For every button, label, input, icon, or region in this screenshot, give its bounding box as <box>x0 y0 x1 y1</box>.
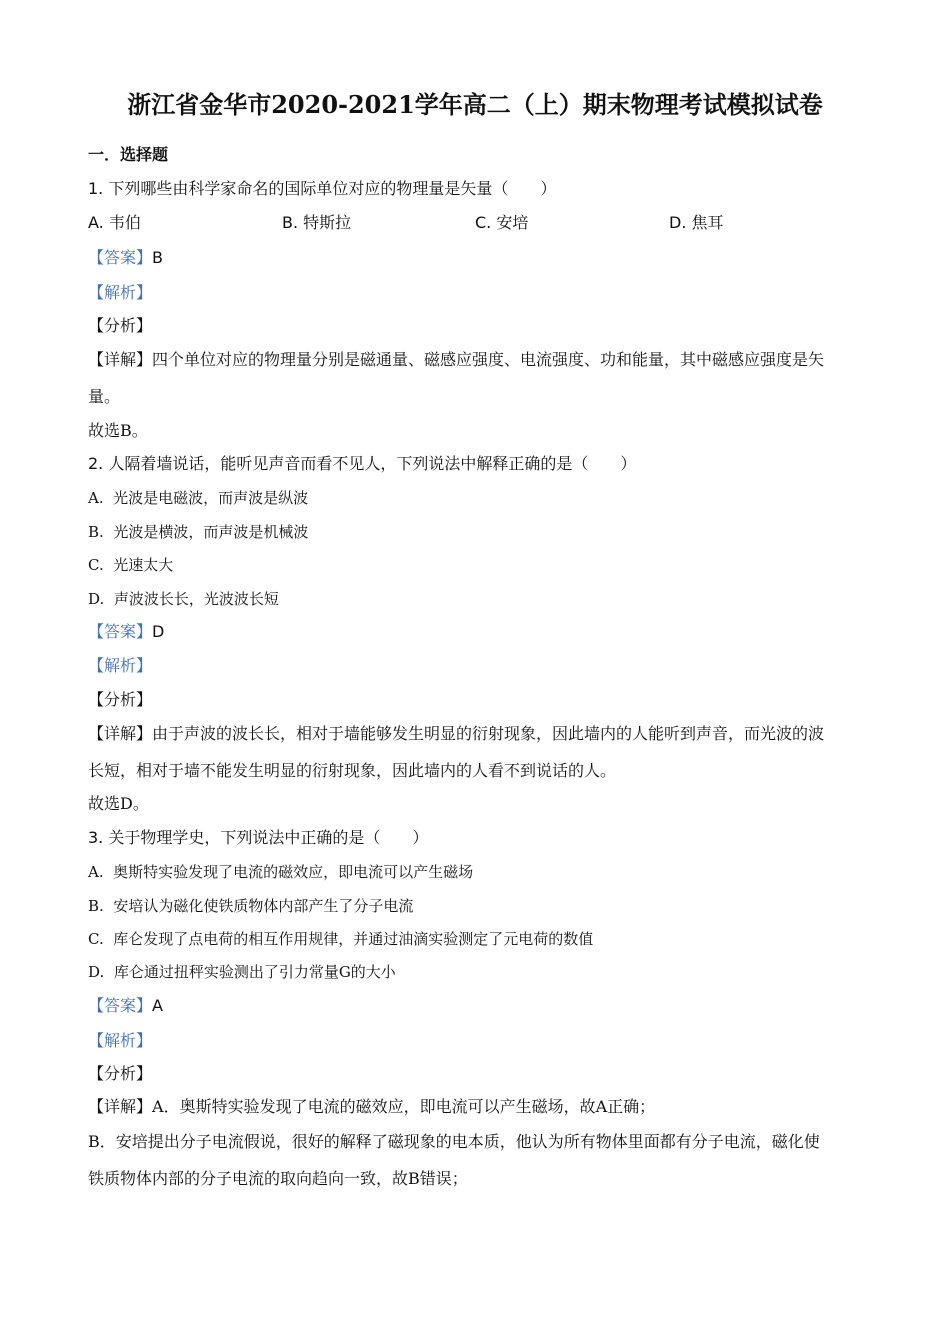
question-3-text: 关于物理学史，下列说法中正确的是（ ） <box>108 828 429 847</box>
q2-fenxi-label: 【分析】 <box>88 690 153 709</box>
q2-answer-value: D <box>152 622 165 641</box>
q1-analysis-label: 【解析】 <box>88 283 153 302</box>
q2-option-b: B. 光波是横波，而声波是机械波 <box>88 523 309 541</box>
q3-analysis-label: 【解析】 <box>88 1031 153 1050</box>
q3-answer <box>88 995 163 1017</box>
q1-option-c: C. 安培 <box>475 213 529 232</box>
q2-option-a: A. 光波是电磁波，而声波是纵波 <box>88 489 309 507</box>
q1-fenxi-label: 【分析】 <box>88 316 153 335</box>
section-heading: 一．选择题 <box>88 145 169 164</box>
question-1-options <box>88 212 888 234</box>
q2-detail-line2: 长短，相对于墙不能发生明显的衍射现象，因此墙内的人看不到说话的人。 <box>88 761 617 780</box>
q3-detail-line1: A．奥斯特实验发现了电流的磁效应，即电流可以产生磁场，故A正确； <box>152 1097 656 1116</box>
q3-answer-value: A <box>152 996 163 1015</box>
q1-option-d: D. 焦耳 <box>669 213 724 232</box>
q1-conclusion: 故选B。 <box>88 421 148 440</box>
q3-answer-label: 【答案】 <box>88 996 153 1015</box>
question-2-text: 人隔着墙说话，能听见声音而看不见人，下列说法中解释正确的是（ ） <box>108 454 637 473</box>
q1-option-a: A. 韦伯 <box>88 213 141 232</box>
q1-detail-label: 【详解】 <box>88 350 153 369</box>
q3-option-c: C. 库仑发现了点电荷的相互作用规律，并通过油滴实验测定了元电荷的数值 <box>88 930 594 948</box>
q2-analysis-label: 【解析】 <box>88 656 153 675</box>
q3-option-b: B. 安培认为磁化使铁质物体内部产生了分子电流 <box>88 897 414 915</box>
question-1-number: 1. <box>88 179 104 198</box>
q2-conclusion: 故选D。 <box>88 794 149 813</box>
question-3-number: 3. <box>88 828 104 847</box>
question-3-stem <box>88 827 428 849</box>
q1-detail-line2: 量。 <box>88 387 121 406</box>
q3-detail <box>88 1096 655 1118</box>
q1-answer-value: B <box>152 248 163 267</box>
question-1-text: 下列哪些由科学家命名的国际单位对应的物理量是矢量（ ） <box>108 179 557 198</box>
q1-answer-label: 【答案】 <box>88 248 153 267</box>
q3-option-d: D. 库仑通过扭秤实验测出了引力常量G的大小 <box>88 963 396 981</box>
q1-detail <box>88 349 824 371</box>
q2-option-d: D. 声波波长长，光波波长短 <box>88 590 279 608</box>
q3-detail-line2: B．安培提出分子电流假说，很好的解释了磁现象的电本质，他认为所有物体里面都有分子电流，磁化使 <box>88 1132 820 1151</box>
q2-detail-line1: 由于声波的波长长，相对于墙能够发生明显的衍射现象，因此墙内的人能听到声音，而光波的波 <box>152 724 825 743</box>
q1-detail-line1: 四个单位对应的物理量分别是磁通量、磁感应强度、电流强度、功和能量，其中磁感应强度是矢 <box>152 350 825 369</box>
q3-option-a: A. 奥斯特实验发现了电流的磁效应，即电流可以产生磁场 <box>88 863 474 881</box>
q3-fenxi-label: 【分析】 <box>88 1064 153 1083</box>
q3-detail-label: 【详解】 <box>88 1097 153 1116</box>
q2-detail <box>88 723 824 745</box>
q2-answer <box>88 621 164 643</box>
q3-detail-line3: 铁质物体内部的分子电流的取向趋向一致，故B错误； <box>88 1169 468 1188</box>
question-2-stem <box>88 453 636 475</box>
q1-option-b: B. 特斯拉 <box>282 213 352 232</box>
question-1-stem <box>88 178 556 200</box>
document-title: 浙江省金华市2020-2021学年高二（上）期末物理考试模拟试卷 <box>127 90 823 119</box>
q2-detail-label: 【详解】 <box>88 724 153 743</box>
q2-option-c: C. 光速太大 <box>88 556 174 574</box>
q1-answer <box>88 247 163 269</box>
q2-answer-label: 【答案】 <box>88 622 153 641</box>
question-2-number: 2. <box>88 454 104 473</box>
